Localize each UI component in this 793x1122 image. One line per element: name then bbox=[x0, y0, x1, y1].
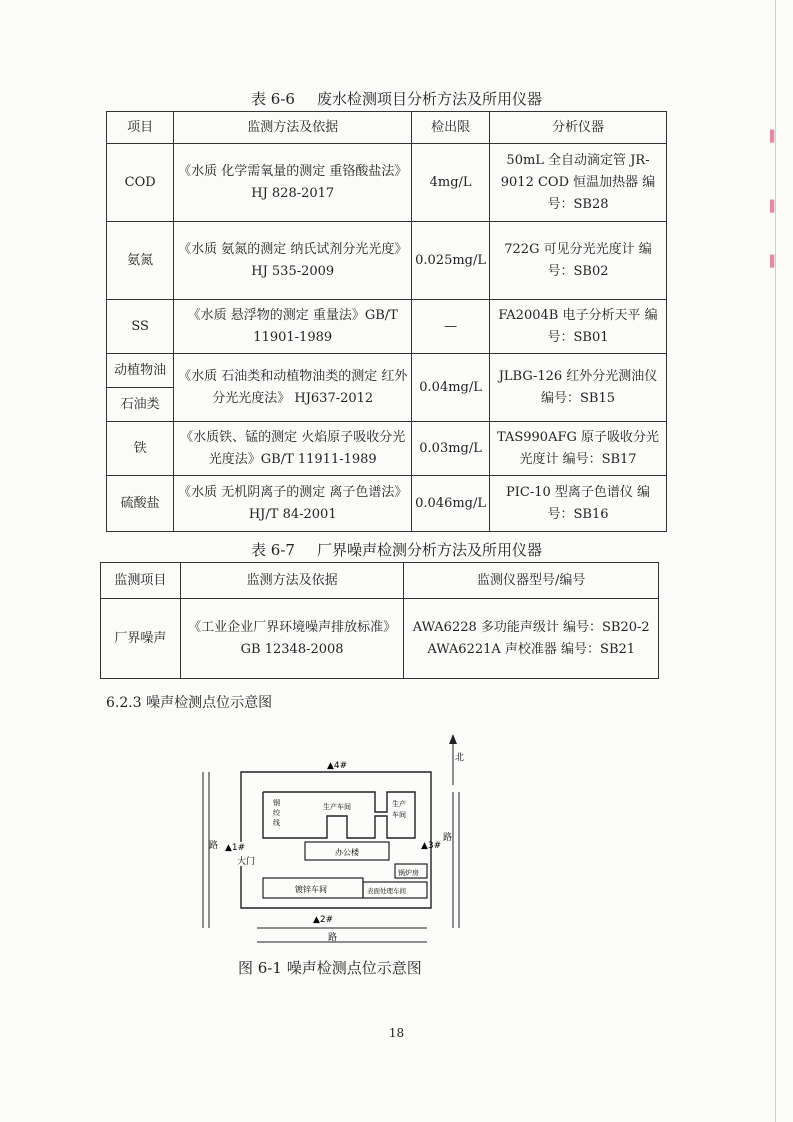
header-cell: 监测方法及依据 bbox=[180, 563, 404, 599]
limit-cell: 0.046mg/L bbox=[412, 476, 490, 532]
caption-title: 厂界噪声检测分析方法及所用仪器 bbox=[316, 541, 542, 559]
item-cell: COD bbox=[107, 144, 174, 222]
limit-cell: — bbox=[412, 300, 490, 354]
galvanizing-label: 镀锌车间 bbox=[295, 885, 327, 894]
north-arrow-icon bbox=[449, 734, 457, 744]
office-label: 办公楼 bbox=[335, 848, 359, 857]
table-6-6-caption bbox=[0, 89, 793, 109]
table-row bbox=[107, 222, 667, 300]
road-label: 路 bbox=[328, 933, 338, 943]
instrument-cell: JLBG-126 红外分光测油仪 编号：SB15 bbox=[490, 354, 667, 422]
page-number: 18 bbox=[388, 1026, 405, 1040]
steel-wire-label: 线 bbox=[273, 819, 280, 827]
instrument-cell: PIC-10 型离子色谱仪 编号：SB16 bbox=[490, 476, 667, 532]
item-cell: 厂界噪声 bbox=[101, 599, 181, 679]
limit-cell: 0.025mg/L bbox=[412, 222, 490, 300]
wastewater-method-table bbox=[106, 111, 667, 532]
caption-number: 表 6-6 bbox=[251, 90, 295, 108]
limit-cell: 0.03mg/L bbox=[412, 422, 490, 476]
header-cell: 监测仪器型号/编号 bbox=[404, 563, 659, 599]
figure-caption: 图 6-1 噪声检测点位示意图 bbox=[238, 959, 422, 977]
steel-wire-label: 绞 bbox=[273, 809, 280, 817]
table-row bbox=[107, 476, 667, 532]
instrument-cell: FA2004B 电子分析天平 编号：SB01 bbox=[490, 300, 667, 354]
noise-point-map bbox=[195, 730, 475, 952]
workshop-label: 生产车间 bbox=[323, 803, 351, 811]
table-row bbox=[107, 144, 667, 222]
item-cell: 铁 bbox=[107, 422, 174, 476]
instrument-cell: TAS990AFG 原子吸收分光光度计 编号：SB17 bbox=[490, 422, 667, 476]
item-cell: 硫酸盐 bbox=[107, 476, 174, 532]
surface-treatment-label: 表面处理车间 bbox=[367, 887, 406, 895]
header-cell: 项目 bbox=[107, 112, 174, 144]
header-cell: 监测方法及依据 bbox=[174, 112, 412, 144]
method-cell: 《水质 化学需氧量的测定 重铬酸盐法》HJ 828-2017 bbox=[174, 144, 412, 222]
north-label: 北 bbox=[455, 753, 465, 763]
monitor-point-1: ▲1# bbox=[225, 843, 246, 853]
noise-method-table bbox=[100, 562, 659, 679]
road-label: 路 bbox=[443, 833, 453, 843]
method-cell: 《水质 无机阴离子的测定 离子色谱法》 HJ/T 84-2001 bbox=[174, 476, 412, 532]
stamp-edge-mark: ▌ bbox=[770, 200, 779, 213]
section-heading: 6.2.3 噪声检测点位示意图 bbox=[106, 695, 273, 711]
caption-title: 废水检测项目分析方法及所用仪器 bbox=[316, 90, 542, 108]
caption-number: 表 6-7 bbox=[251, 541, 295, 559]
method-cell: 《工业企业厂界环境噪声排放标准》GB 12348-2008 bbox=[180, 599, 404, 679]
limit-cell: 4mg/L bbox=[412, 144, 490, 222]
stamp-edge-mark: ▌ bbox=[770, 130, 779, 143]
method-cell: 《水质铁、锰的测定 火焰原子吸收分光光度法》GB/T 11911-1989 bbox=[174, 422, 412, 476]
item-cell: 氨氮 bbox=[107, 222, 174, 300]
method-cell: 《水质 悬浮物的测定 重量法》GB/T 11901-1989 bbox=[174, 300, 412, 354]
stamp-edge-mark: ▌ bbox=[770, 255, 779, 268]
page-edge-line bbox=[775, 0, 776, 1122]
header-cell: 检出限 bbox=[412, 112, 490, 144]
monitor-point-2: ▲2# bbox=[313, 915, 334, 925]
limit-cell: 0.04mg/L bbox=[412, 354, 490, 422]
instrument-cell: 722G 可见分光光度计 编号：SB02 bbox=[490, 222, 667, 300]
method-cell: 《水质 石油类和动植物油类的测定 红外分光光度法》 HJ637-2012 bbox=[174, 354, 412, 422]
steel-wire-label: 钢 bbox=[273, 799, 280, 807]
instrument-line: AWA6221A 声校准器 编号：SB21 bbox=[427, 641, 636, 657]
table-row bbox=[107, 354, 667, 388]
workshop-label: 车间 bbox=[392, 811, 406, 819]
monitor-point-3: ▲3# bbox=[421, 841, 442, 851]
instrument-cell: 50mL 全自动滴定管 JR-9012 COD 恒温加热器 编号：SB28 bbox=[490, 144, 667, 222]
table-header-row bbox=[107, 112, 667, 144]
item-cell: 石油类 bbox=[107, 388, 174, 422]
header-cell: 监测项目 bbox=[101, 563, 181, 599]
header-cell: 分析仪器 bbox=[490, 112, 667, 144]
road-label: 路 bbox=[209, 841, 219, 851]
workshop-label: 生产 bbox=[392, 800, 406, 808]
gate-label: 大门 bbox=[237, 857, 256, 867]
table-6-7-caption bbox=[0, 540, 793, 560]
table-row bbox=[107, 422, 667, 476]
method-cell: 《水质 氨氮的测定 纳氏试剂分光光度》HJ 535-2009 bbox=[174, 222, 412, 300]
item-cell: SS bbox=[107, 300, 174, 354]
item-cell: 动植物油 bbox=[107, 354, 174, 388]
boiler-label: 锅炉房 bbox=[398, 869, 419, 877]
table-row bbox=[101, 599, 659, 679]
monitor-point-4: ▲4# bbox=[327, 761, 348, 771]
instrument-cell bbox=[404, 599, 659, 679]
instrument-line: AWA6228 多功能声级计 编号：SB20-2 bbox=[412, 619, 650, 635]
table-header-row bbox=[101, 563, 659, 599]
table-row bbox=[107, 300, 667, 354]
